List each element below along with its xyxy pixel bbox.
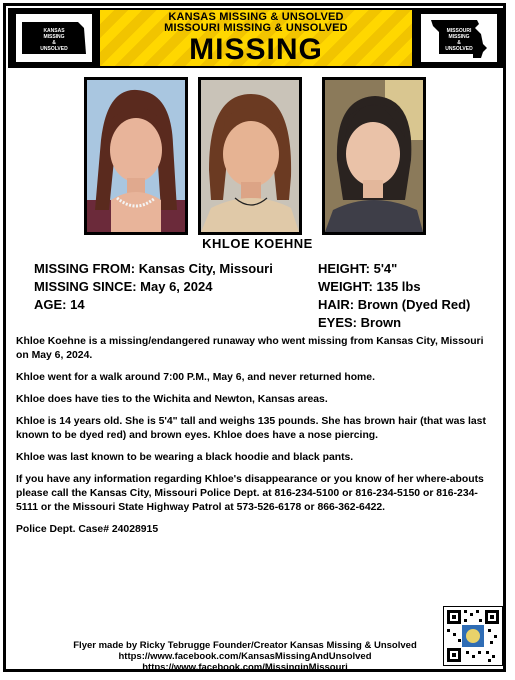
- facts-left-column: [34, 260, 273, 314]
- case-description: [16, 335, 496, 545]
- banner-line-kansas: KANSAS MISSING & UNSOLVED: [168, 11, 344, 23]
- paragraph-contact: If you have any information regarding Khloe's disappearance or you know of her where-abouts please call the Kansas City, Missouri Police Dept. at 816-234-5100 or 816-234-5150 or 816-234-5111 or the Missouri State Highway Patrol at 573-526-6178 or 866-362-6422.: [16, 474, 484, 513]
- header-bar: [8, 8, 505, 68]
- banner-title: MISSING: [189, 33, 323, 66]
- missing-person-photo-3: [322, 77, 426, 235]
- paragraph-description: Khloe is 14 years old. She is 5'4" tall and weighs 135 pounds. She has brown hair (that was last known to be dyed red) and brown eyes. Khloe does have a nose piercing.: [16, 416, 486, 441]
- hair: HAIR: Brown (Dyed Red): [318, 297, 471, 312]
- missing-person-photo-2: [198, 77, 302, 235]
- paragraph-circumstances: Khloe went for a walk around 7:00 P.M., May 6, and never returned home.: [16, 372, 375, 383]
- missouri-logo-text: MISSOURI MISSING & UNSOLVED: [445, 28, 473, 52]
- banner-line-missouri: MISSOURI MISSING & UNSOLVED: [164, 22, 348, 34]
- missing-person-photo-1: [84, 77, 188, 235]
- height: HEIGHT: 5'4": [318, 261, 398, 276]
- paragraph-ties: Khloe does have ties to the Wichita and Newton, Kansas areas.: [16, 394, 328, 405]
- paragraph-case-number: Police Dept. Case# 24028915: [16, 524, 159, 535]
- flyer-footer: [60, 640, 430, 673]
- footer-link-missouri[interactable]: https://www.facebook.com/MissinginMissouri: [142, 662, 348, 673]
- paragraph-clothing: Khloe was last known to be wearing a black hoodie and black pants.: [16, 452, 354, 463]
- missing-since: MISSING SINCE: May 6, 2024: [34, 279, 213, 294]
- weight: WEIGHT: 135 lbs: [318, 279, 421, 294]
- missing-banner: [100, 10, 412, 66]
- kansas-logo-text: KANSAS MISSING & UNSOLVED: [40, 28, 68, 52]
- missouri-logo: [419, 12, 499, 64]
- facts-right-column: [318, 260, 470, 332]
- footer-credit: Flyer made by Ricky Tebrugge Founder/Creator Kansas Missing & Unsolved: [73, 640, 417, 651]
- qr-code[interactable]: [443, 606, 503, 666]
- paragraph-summary: Khloe Koehne is a missing/endangered runaway who went missing from Kansas City, Missouri on May 6, 2024.: [16, 336, 484, 361]
- footer-link-kansas[interactable]: https://www.facebook.com/KansasMissingAndUnsolved: [118, 651, 372, 662]
- age: AGE: 14: [34, 297, 85, 312]
- qr-code-icon: [444, 607, 502, 665]
- kansas-logo: [14, 12, 94, 64]
- missing-person-name: KHLOE KOEHNE: [202, 236, 313, 251]
- missing-from: MISSING FROM: Kansas City, Missouri: [34, 261, 273, 276]
- eyes: EYES: Brown: [318, 315, 402, 330]
